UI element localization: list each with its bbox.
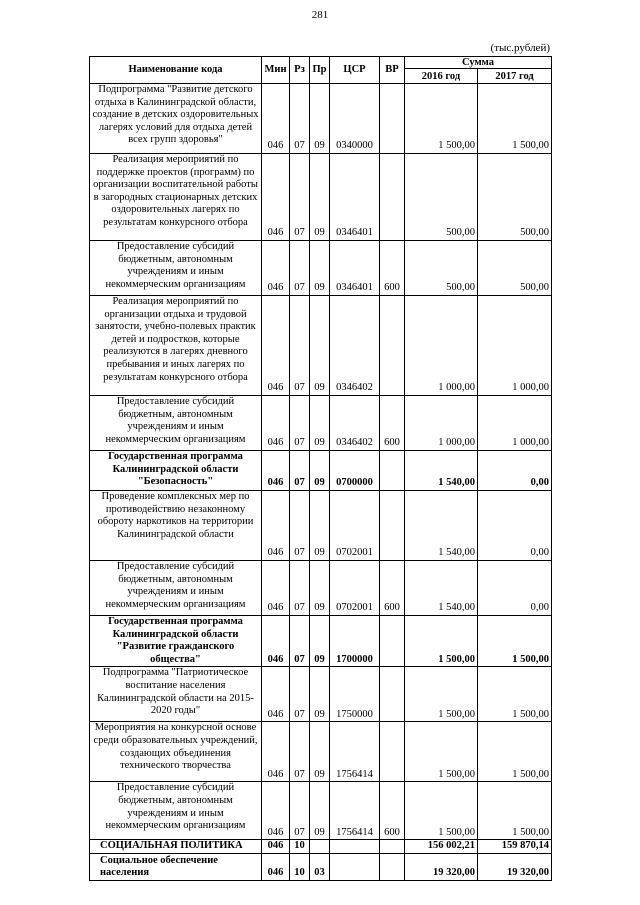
row-amount-2016: 1 000,00	[405, 296, 478, 396]
table-row	[90, 491, 552, 561]
row-min: 046	[262, 561, 290, 616]
header-sum: Сумма	[405, 57, 552, 69]
row-amount-2017: 19 320,00	[478, 853, 552, 880]
row-pr: 09	[310, 561, 330, 616]
row-amount-2017: 0,00	[478, 491, 552, 561]
row-name: Реализация мероприятий по организации отдыха и трудовой занятости, учебно-полевых практик детей и подростков, которые реализуются в лагерях дневного пребывания и иных лагерях по результатам конкурсного отбора	[90, 296, 262, 396]
table-row	[90, 396, 552, 451]
row-name: Реализация мероприятий по поддержке проектов (программ) по организации воспитательной работы в загородных стационарных детских оздоровительных лагерях по результатам конкурсного отбора	[90, 154, 262, 241]
row-csr: 1750000	[330, 667, 380, 722]
row-csr: 0340000	[330, 84, 380, 154]
row-min: 046	[262, 840, 290, 854]
row-pr: 09	[310, 616, 330, 667]
row-min: 046	[262, 396, 290, 451]
table-row	[90, 616, 552, 667]
table-row	[90, 296, 552, 396]
row-name: СОЦИАЛЬНАЯ ПОЛИТИКА	[90, 840, 262, 854]
row-rz: 07	[290, 782, 310, 840]
table-row	[90, 154, 552, 241]
header-pr: Пр	[310, 57, 330, 84]
row-vr: 600	[380, 561, 405, 616]
row-vr	[380, 840, 405, 854]
row-rz: 07	[290, 616, 310, 667]
row-pr: 09	[310, 491, 330, 561]
table-row	[90, 451, 552, 491]
row-amount-2016: 1 540,00	[405, 491, 478, 561]
row-amount-2017: 500,00	[478, 154, 552, 241]
row-amount-2016: 1 540,00	[405, 561, 478, 616]
row-pr: 09	[310, 296, 330, 396]
row-amount-2017: 0,00	[478, 451, 552, 491]
row-pr	[310, 840, 330, 854]
row-name: Государственная программа Калининградской области "Развитие гражданского общества"	[90, 616, 262, 667]
row-name: Предоставление субсидий бюджетным, автономным учреждениям и иным некоммерческим организациям	[90, 782, 262, 840]
row-csr: 0346402	[330, 396, 380, 451]
row-vr	[380, 154, 405, 241]
table-row	[90, 840, 552, 854]
row-min: 046	[262, 154, 290, 241]
table-row	[90, 853, 552, 880]
row-pr: 09	[310, 396, 330, 451]
row-min: 046	[262, 296, 290, 396]
row-csr: 1700000	[330, 616, 380, 667]
row-vr	[380, 616, 405, 667]
table-row	[90, 561, 552, 616]
row-vr	[380, 451, 405, 491]
row-amount-2016: 19 320,00	[405, 853, 478, 880]
header-rz: Рз	[290, 57, 310, 84]
row-min: 046	[262, 84, 290, 154]
row-amount-2016: 1 500,00	[405, 616, 478, 667]
row-min: 046	[262, 782, 290, 840]
table-row	[90, 667, 552, 722]
row-csr: 1756414	[330, 782, 380, 840]
row-min: 046	[262, 451, 290, 491]
row-rz: 07	[290, 451, 310, 491]
row-csr	[330, 840, 380, 854]
row-amount-2017: 500,00	[478, 241, 552, 296]
units-note: (тыс.рублей)	[490, 42, 550, 54]
row-amount-2016: 1 500,00	[405, 84, 478, 154]
table-row	[90, 722, 552, 782]
row-vr: 600	[380, 396, 405, 451]
row-rz: 07	[290, 561, 310, 616]
row-vr	[380, 84, 405, 154]
row-vr: 600	[380, 241, 405, 296]
row-pr: 03	[310, 853, 330, 880]
row-min: 046	[262, 853, 290, 880]
header-name: Наименование кода	[90, 57, 262, 84]
row-vr	[380, 853, 405, 880]
row-amount-2016: 1 500,00	[405, 722, 478, 782]
page-number: 281	[311, 9, 329, 21]
row-name: Подпрограмма "Патриотическое воспитание населения Калининградской области на 2015-2020 годы"	[90, 667, 262, 722]
row-amount-2017: 1 000,00	[478, 396, 552, 451]
row-vr	[380, 491, 405, 561]
table-row	[90, 241, 552, 296]
row-name: Социальное обеспечение населения	[90, 853, 262, 880]
row-rz: 10	[290, 853, 310, 880]
row-amount-2017: 1 500,00	[478, 616, 552, 667]
row-pr: 09	[310, 84, 330, 154]
row-pr: 09	[310, 782, 330, 840]
row-csr: 0346402	[330, 296, 380, 396]
row-csr: 0702001	[330, 561, 380, 616]
row-amount-2017: 0,00	[478, 561, 552, 616]
row-amount-2016: 1 540,00	[405, 451, 478, 491]
row-amount-2016: 500,00	[405, 241, 478, 296]
row-csr: 0702001	[330, 491, 380, 561]
row-min: 046	[262, 491, 290, 561]
header-min: Мин	[262, 57, 290, 84]
row-pr: 09	[310, 451, 330, 491]
header-vr: ВР	[380, 57, 405, 84]
row-pr: 09	[310, 667, 330, 722]
row-csr	[330, 853, 380, 880]
row-vr	[380, 667, 405, 722]
row-amount-2017: 1 500,00	[478, 667, 552, 722]
row-vr	[380, 722, 405, 782]
row-pr: 09	[310, 154, 330, 241]
row-rz: 07	[290, 396, 310, 451]
table-row	[90, 84, 552, 154]
row-pr: 09	[310, 241, 330, 296]
row-rz: 07	[290, 491, 310, 561]
row-amount-2017: 1 500,00	[478, 782, 552, 840]
row-min: 046	[262, 241, 290, 296]
row-min: 046	[262, 616, 290, 667]
row-name: Предоставление субсидий бюджетным, автономным учреждениям и иным некоммерческим организациям	[90, 561, 262, 616]
row-name: Подпрограмма "Развитие детского отдыха в Калининградской области, создание в детских оздоровительных лагерях условий для отдыха детей всех групп здоровья"	[90, 84, 262, 154]
row-amount-2016: 156 002,21	[405, 840, 478, 854]
row-name: Предоставление субсидий бюджетным, автономным учреждениям и иным некоммерческим организациям	[90, 396, 262, 451]
row-pr: 09	[310, 722, 330, 782]
row-amount-2017: 1 500,00	[478, 722, 552, 782]
row-csr: 0346401	[330, 154, 380, 241]
row-name: Государственная программа Калининградской области "Безопасность"	[90, 451, 262, 491]
row-rz: 07	[290, 667, 310, 722]
row-amount-2016: 1 500,00	[405, 782, 478, 840]
row-amount-2016: 1 000,00	[405, 396, 478, 451]
row-rz: 07	[290, 241, 310, 296]
row-amount-2017: 1 000,00	[478, 296, 552, 396]
row-vr: 600	[380, 782, 405, 840]
header-2017: 2017 год	[478, 69, 552, 84]
row-amount-2016: 500,00	[405, 154, 478, 241]
row-rz: 10	[290, 840, 310, 854]
table-row	[90, 782, 552, 840]
row-rz: 07	[290, 296, 310, 396]
row-min: 046	[262, 667, 290, 722]
budget-table	[89, 56, 552, 881]
row-rz: 07	[290, 84, 310, 154]
row-rz: 07	[290, 154, 310, 241]
row-csr: 0700000	[330, 451, 380, 491]
row-name: Предоставление субсидий бюджетным, автономным учреждениям и иным некоммерческим организациям	[90, 241, 262, 296]
row-amount-2017: 1 500,00	[478, 84, 552, 154]
row-rz: 07	[290, 722, 310, 782]
row-name: Мероприятия на конкурсной основе среди образовательных учреждений, создающих объединения технического творчества	[90, 722, 262, 782]
row-name: Проведение комплексных мер по противодействию незаконному обороту наркотиков на территории Калининградской области	[90, 491, 262, 561]
row-amount-2017: 159 870,14	[478, 840, 552, 854]
row-min: 046	[262, 722, 290, 782]
row-csr: 0346401	[330, 241, 380, 296]
row-amount-2016: 1 500,00	[405, 667, 478, 722]
row-csr: 1756414	[330, 722, 380, 782]
header-2016: 2016 год	[405, 69, 478, 84]
row-vr	[380, 296, 405, 396]
header-csr: ЦСР	[330, 57, 380, 84]
